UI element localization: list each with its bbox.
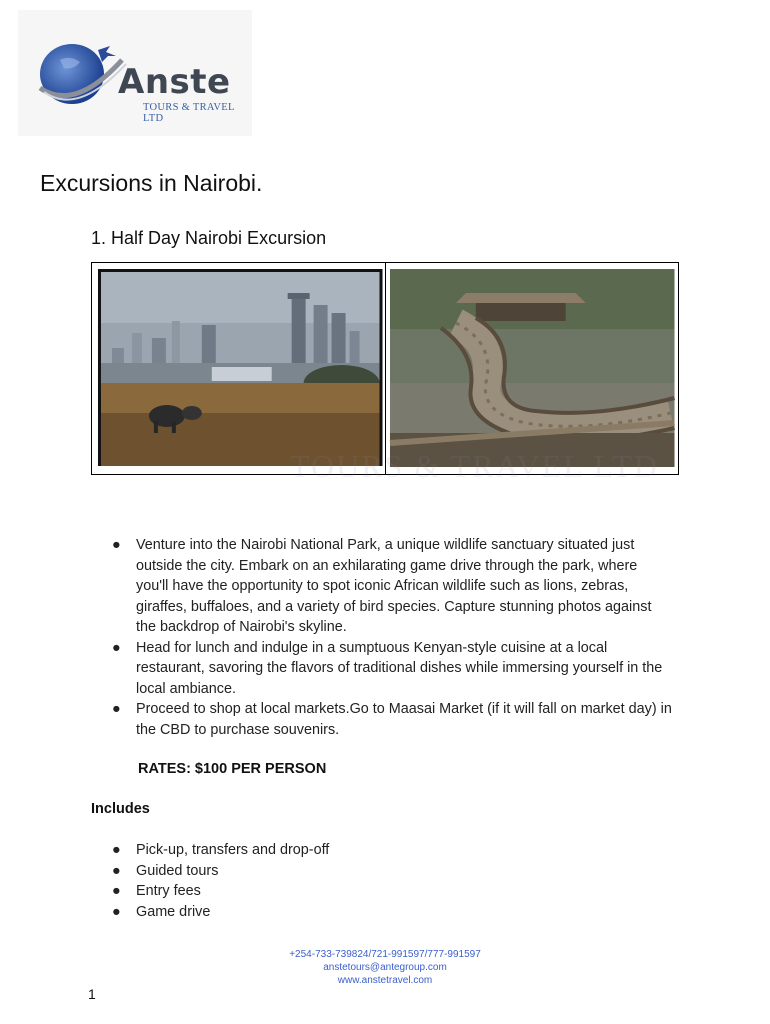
boardwalk-photo: [385, 263, 679, 474]
footer-email[interactable]: anstetours@antegroup.com: [323, 962, 447, 973]
list-item-text: Proceed to shop at local markets.Go to Maasai Market (if it will fall on market day) in the CBD to purchase souvenirs.: [136, 701, 672, 738]
excursion-details-list: [112, 535, 672, 740]
rates-label: RATES: $100 PER PERSON: [138, 761, 327, 777]
footer-phone: +254-733-739824/721-991597/777-991597: [289, 949, 481, 960]
list-item-text: Game drive: [136, 903, 211, 920]
page-number: 1: [88, 986, 96, 1002]
list-item: [112, 902, 329, 923]
company-logo: [18, 10, 252, 136]
bullet-icon: ●: [112, 903, 121, 920]
bullet-icon: ●: [112, 883, 121, 899]
list-item-text: Entry fees: [136, 883, 201, 899]
list-item-text: Venture into the Nairobi National Park, a unique wildlife sanctuary situated just outside the city. Embark on an exhilarating game drive through the park, where you'll have the opportunity to spot iconic African wildlife such as lions, zebras, giraffes, buffaloes, and a variety of bird species. Capture stunning photos against the backdrop of Nairobi's skyline.: [136, 537, 652, 635]
logo-brand-name: Anste: [118, 62, 231, 102]
section-title: 1. Half Day Nairobi Excursion: [91, 228, 327, 248]
bullet-icon: ●: [112, 862, 121, 879]
list-item: [112, 840, 329, 861]
list-item: [112, 638, 672, 700]
page-title: Excursions in Nairobi.: [40, 170, 263, 196]
bullet-icon: ●: [112, 842, 121, 858]
list-item: [112, 861, 329, 882]
list-item: [112, 535, 672, 638]
list-item-text: Guided tours: [136, 862, 219, 879]
bullet-icon: ●: [112, 537, 121, 553]
watermark: TOURS & TRAVEL LTD: [290, 448, 659, 484]
photo-table: [91, 262, 679, 475]
list-item: [112, 881, 329, 902]
list-item-text: Head for lunch and indulge in a sumptuous Kenyan-style cuisine at a local restaurant, savoring the flavors of traditional dishes while immersing yourself in the local ambiance.: [136, 639, 663, 697]
footer-website[interactable]: www.anstetravel.com: [337, 975, 433, 986]
list-item: [112, 699, 672, 740]
includes-list: [112, 840, 329, 922]
bullet-icon: ●: [112, 639, 121, 656]
bullet-icon: ●: [112, 701, 121, 717]
list-item-text: Pick-up, transfers and drop-off: [136, 842, 330, 858]
contact-footer: [0, 948, 770, 987]
nairobi-skyline-rhino-photo: [92, 263, 385, 474]
includes-heading: Includes: [91, 801, 150, 817]
logo-tagline: TOURS & TRAVEL LTD: [143, 102, 235, 124]
